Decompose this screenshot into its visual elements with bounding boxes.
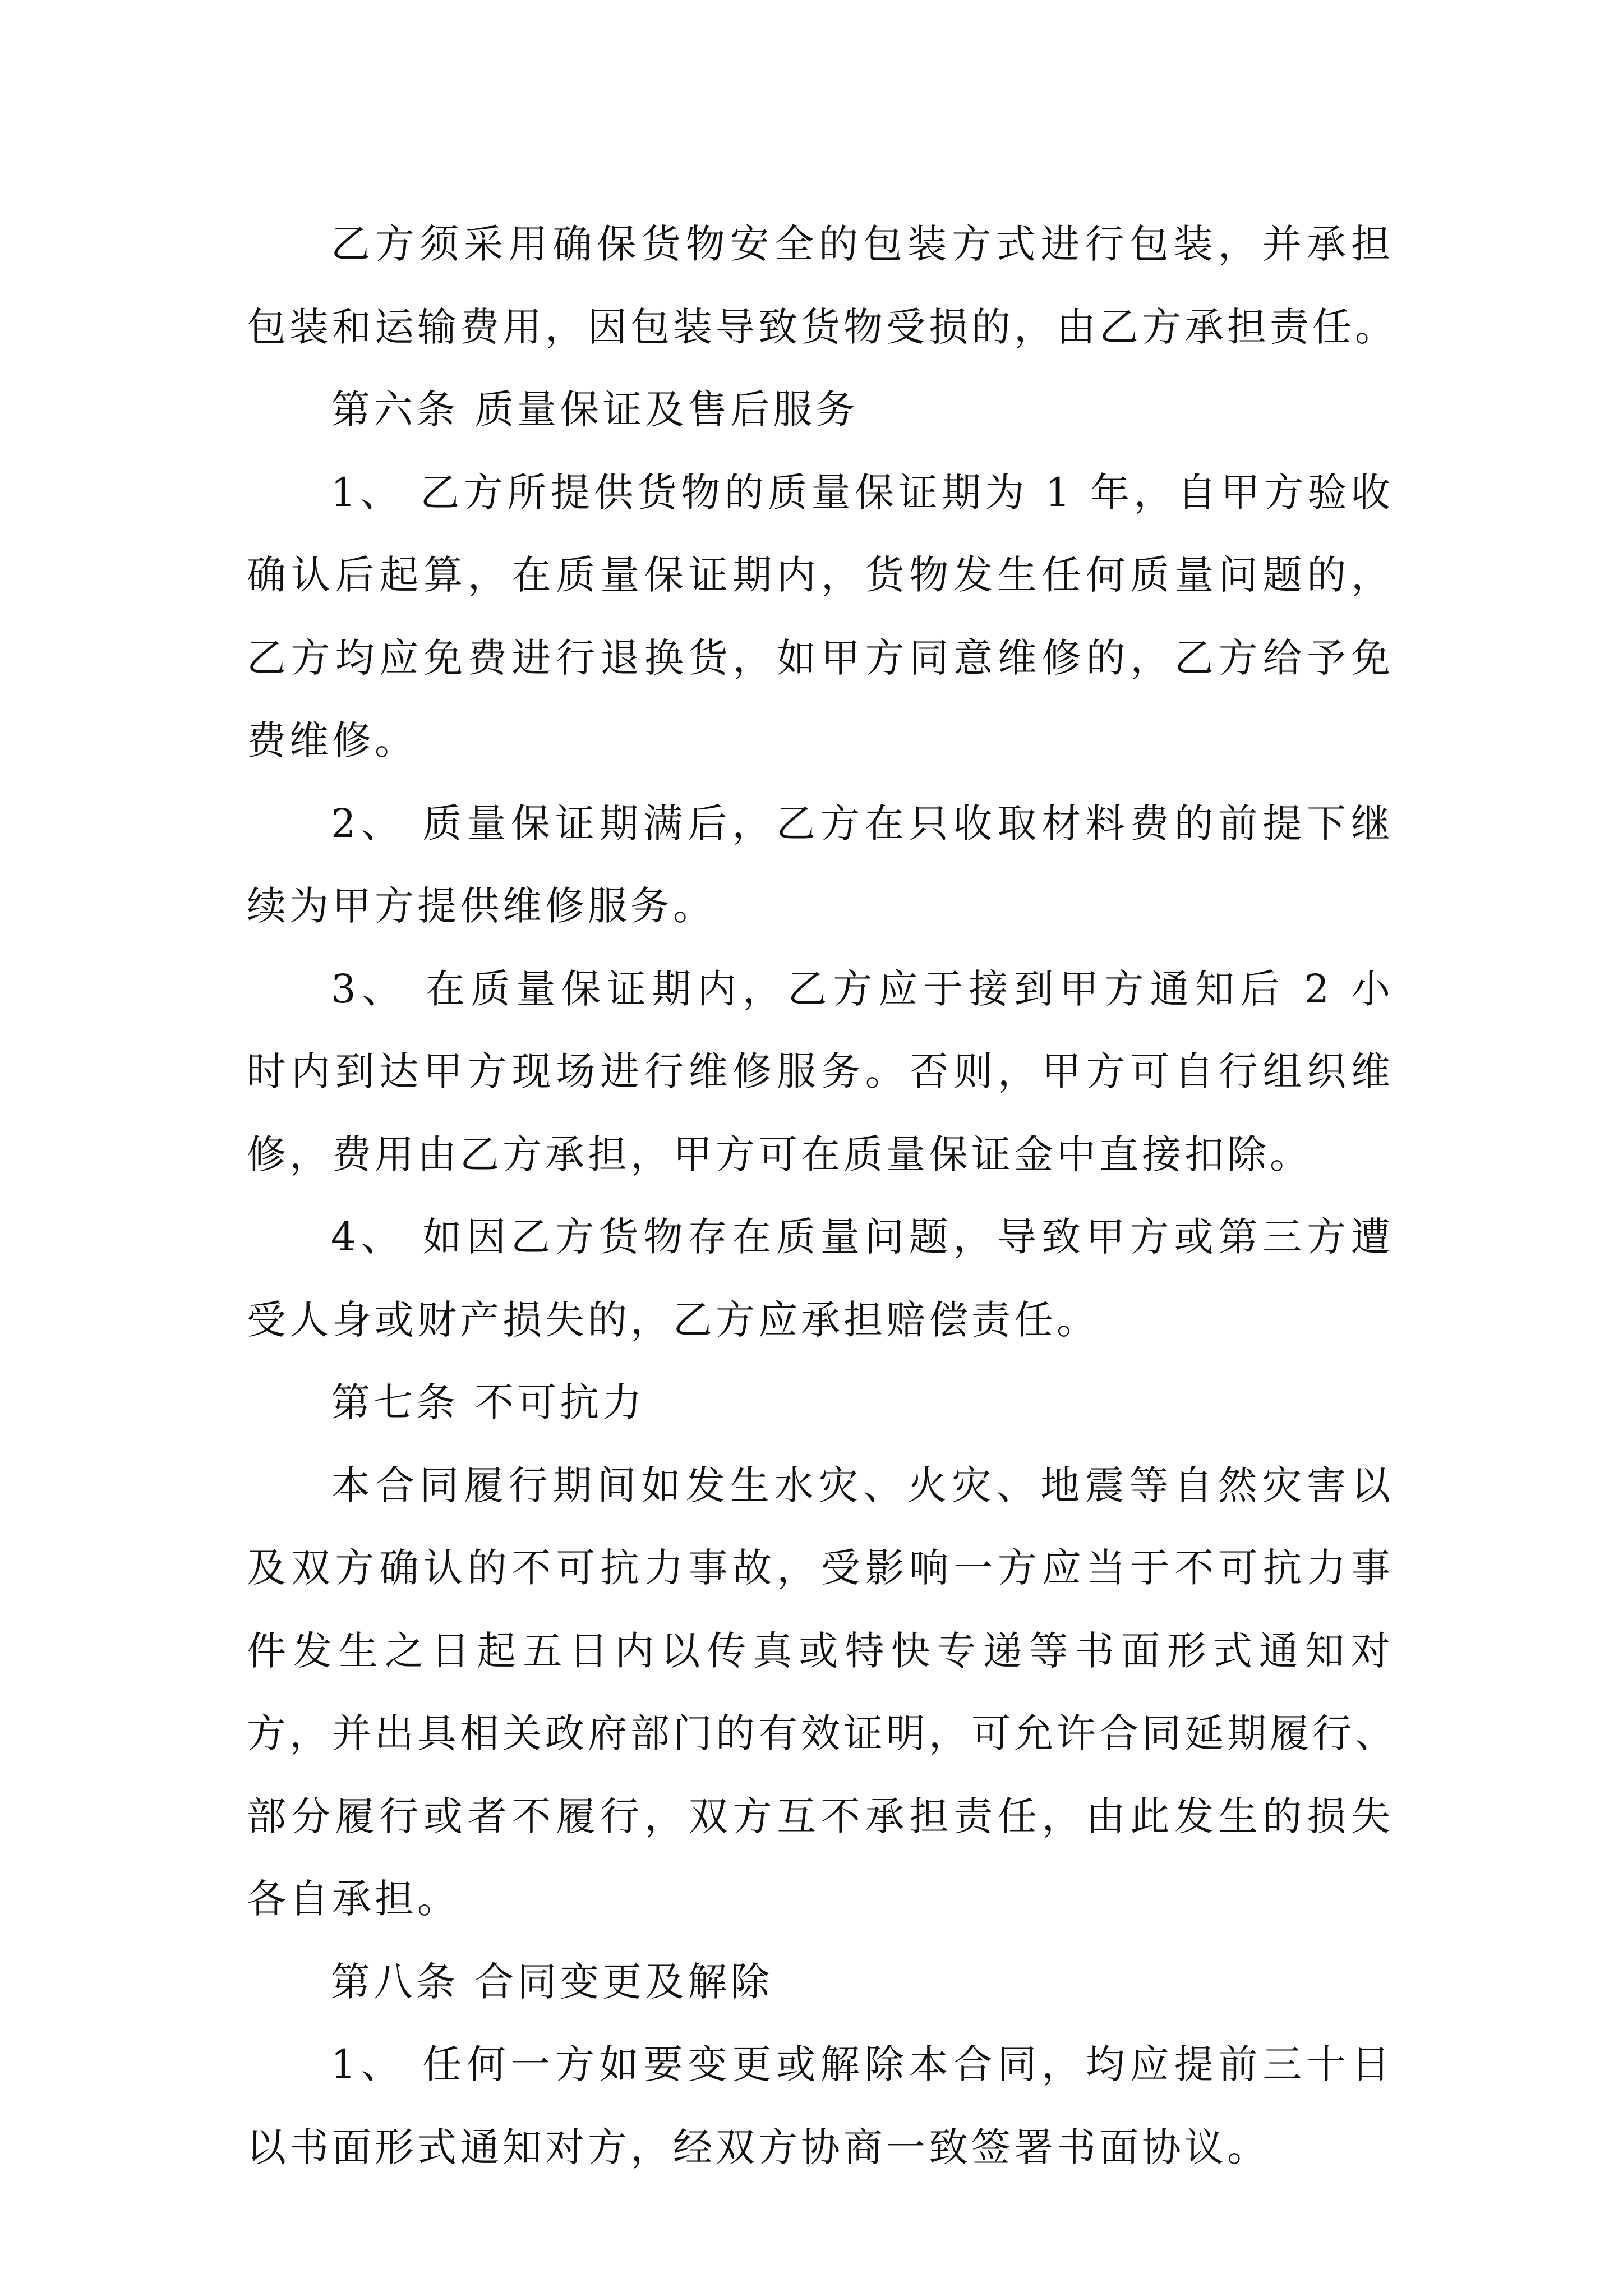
paragraph-line: 部分履行或者不履行，双方互不承担责任，由此发生的损失 — [247, 1793, 1394, 1839]
paragraph-line: 本合同履行期间如发生水灾、火灾、地震等自然灾害以 — [331, 1462, 1394, 1508]
paragraph-line: 包装和运输费用，因包装导致货物受损的，由乙方承担责任。 — [247, 303, 1398, 350]
section-heading: 第七条 不可抗力 — [331, 1379, 645, 1425]
section-heading: 第六条 质量保证及售后服务 — [331, 386, 859, 432]
paragraph-line: 3、 在质量保证期内，乙方应于接到甲方通知后 2 小 — [331, 965, 1394, 1012]
paragraph-line: 续为甲方提供维修服务。 — [247, 883, 716, 929]
paragraph-line: 以书面形式通知对方，经双方协商一致签署书面协议。 — [247, 2124, 1270, 2170]
paragraph-line: 各自承担。 — [247, 1876, 460, 1922]
paragraph-line: 乙方均应免费进行退换货，如甲方同意维修的，乙方给予免 — [247, 634, 1394, 681]
document-body — [247, 203, 1398, 2189]
paragraph-line: 1、 任何一方如要变更或解除本合同，均应提前三十日 — [331, 2041, 1394, 2087]
paragraph-line: 方，并出具相关政府部门的有效证明，可允许合同延期履行、 — [247, 1710, 1398, 1756]
paragraph-line: 费维修。 — [247, 717, 417, 763]
paragraph-line: 2、 质量保证期满后，乙方在只收取材料费的前提下继 — [331, 800, 1394, 846]
section-heading: 第八条 合同变更及解除 — [331, 1958, 773, 2005]
paragraph-line: 确认后起算，在质量保证期内，货物发生任何质量问题的， — [247, 552, 1394, 598]
paragraph-line: 4、 如因乙方货物存在质量问题，导致甲方或第三方遭 — [331, 1214, 1394, 1260]
paragraph-line: 乙方须采用确保货物安全的包装方式进行包装，并承担 — [331, 221, 1394, 267]
paragraph-line: 时内到达甲方现场进行维修服务。否则，甲方可自行组织维 — [247, 1048, 1394, 1094]
paragraph-line: 件发生之日起五日内以传真或特快专递等书面形式通知对 — [247, 1627, 1394, 1674]
paragraph-line: 及双方确认的不可抗力事故，受影响一方应当于不可抗力事 — [247, 1545, 1394, 1591]
paragraph-line: 受人身或财产损失的，乙方应承担赔偿责任。 — [247, 1296, 1099, 1343]
paragraph-line: 1、 乙方所提供货物的质量保证期为 1 年，自甲方验收 — [331, 469, 1394, 516]
paragraph-line: 修，费用由乙方承担，甲方可在质量保证金中直接扣除。 — [247, 1131, 1312, 1177]
